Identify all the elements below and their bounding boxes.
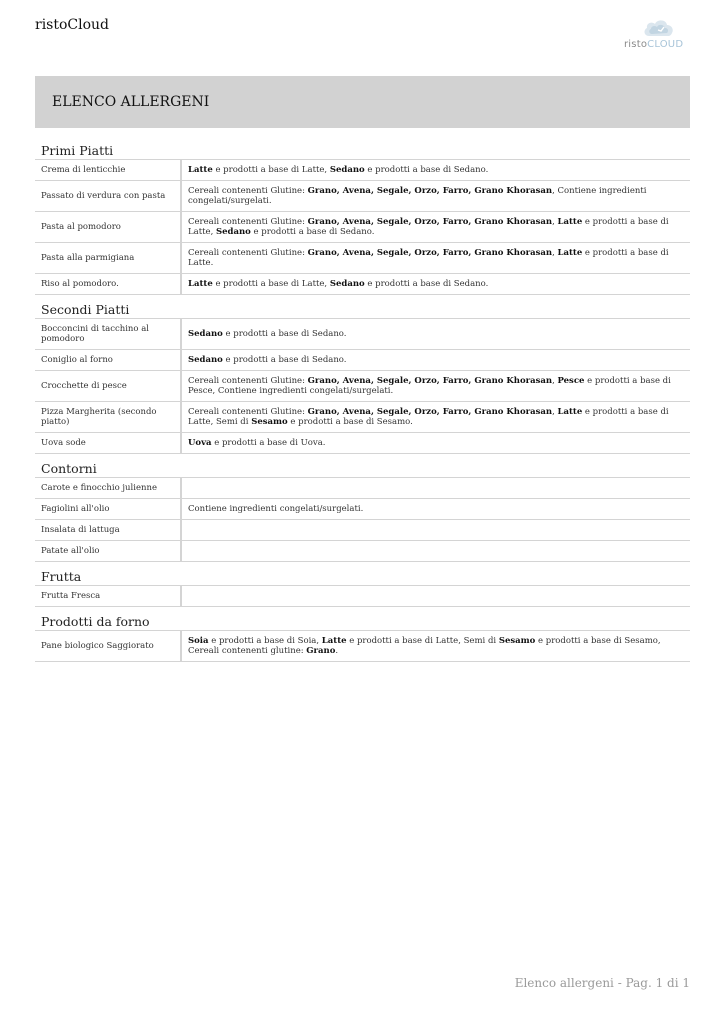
allergen-description	[181, 274, 690, 295]
brand-name: ristoCloud	[35, 17, 110, 33]
allergen-name: Latte	[557, 248, 583, 258]
dish-name: Fagiolini all'olio	[35, 499, 181, 520]
allergen-description	[181, 350, 690, 371]
allergen-text: e prodotti a base di Pesce, Contiene ingredienti congelati/surgelati.	[188, 376, 671, 396]
allergen-text: e prodotti a base di Sesamo.	[287, 417, 413, 427]
allergen-description	[181, 371, 690, 402]
page-title: ELENCO ALLERGENI	[52, 94, 210, 110]
section	[35, 613, 690, 662]
allergen-text: e prodotti a base di Latte,	[212, 279, 330, 289]
allergen-description	[181, 631, 690, 662]
section	[35, 142, 690, 295]
section	[35, 568, 690, 607]
section	[35, 301, 690, 454]
section-title: Prodotti da forno	[41, 614, 150, 629]
allergen-name: Grano, Avena, Segale, Orzo, Farro, Grano Khorasan	[307, 248, 553, 258]
table-row	[35, 181, 690, 212]
allergen-text: Cereali contenenti Glutine:	[188, 248, 308, 258]
dish-name: Passato di verdura con pasta	[35, 181, 181, 212]
allergen-description	[181, 586, 690, 607]
table-row	[35, 371, 690, 402]
allergen-text: e prodotti a base di Latte, Semi di	[188, 407, 669, 427]
allergen-text: e prodotti a base di Sesamo, Cereali contenenti glutine:	[188, 636, 661, 656]
allergen-table	[35, 159, 690, 295]
allergen-name: Sedano	[188, 355, 223, 365]
allergen-name: Latte	[188, 279, 213, 289]
allergen-table	[35, 318, 690, 454]
dish-name: Pasta alla parmigiana	[35, 243, 181, 274]
allergen-text: ,	[552, 407, 558, 417]
allergen-name: Grano, Avena, Segale, Orzo, Farro, Grano Khorasan	[307, 217, 553, 227]
dish-name: Bocconcini di tacchino al pomodoro	[35, 319, 181, 350]
allergen-description	[181, 520, 690, 541]
allergen-name: Grano, Avena, Segale, Orzo, Farro, Grano Khorasan	[307, 186, 553, 196]
dish-name: Patate all'olio	[35, 541, 181, 562]
dish-name: Crema di lenticchie	[35, 160, 181, 181]
allergen-name: Uova	[188, 438, 212, 448]
dish-name: Pasta al pomodoro	[35, 212, 181, 243]
allergen-text: , Contiene ingredienti congelati/surgelati.	[188, 186, 647, 206]
allergen-description	[181, 478, 690, 499]
allergen-text: e prodotti a base di Latte,	[188, 217, 669, 237]
page-footer: Elenco allergeni - Pag. 1 di 1	[514, 976, 690, 990]
table-row	[35, 520, 690, 541]
dish-name: Coniglio al forno	[35, 350, 181, 371]
allergen-description	[181, 433, 690, 454]
allergen-name: Grano, Avena, Segale, Orzo, Farro, Grano Khorasan	[307, 376, 553, 386]
table-row	[35, 541, 690, 562]
table-row	[35, 499, 690, 520]
table-row	[35, 433, 690, 454]
table-row	[35, 319, 690, 350]
allergen-name: Sedano	[188, 329, 223, 339]
allergen-text: Cereali contenenti Glutine:	[188, 407, 308, 417]
allergen-name: Latte	[557, 217, 583, 227]
table-row	[35, 212, 690, 243]
allergen-table	[35, 630, 690, 662]
dish-name: Insalata di lattuga	[35, 520, 181, 541]
allergen-text: e prodotti a base di Latte.	[188, 248, 669, 268]
table-row	[35, 402, 690, 433]
allergen-text: ,	[552, 248, 558, 258]
allergen-description	[181, 319, 690, 350]
allergen-name: Sesamo	[251, 417, 288, 427]
allergen-text: e prodotti a base di Latte,	[212, 165, 330, 175]
cloud-icon	[642, 18, 676, 38]
allergen-text: e prodotti a base di Sedano.	[222, 329, 347, 339]
table-row	[35, 160, 690, 181]
allergen-text: e prodotti a base di Soia,	[208, 636, 322, 646]
table-row	[35, 478, 690, 499]
dish-name: Riso al pomodoro.	[35, 274, 181, 295]
allergen-description	[181, 243, 690, 274]
allergen-name: Pesce	[557, 376, 585, 386]
section-title: Contorni	[41, 461, 97, 476]
table-row	[35, 586, 690, 607]
table-row	[35, 274, 690, 295]
allergen-text: ,	[552, 376, 558, 386]
allergen-text: Contiene ingredienti congelati/surgelati.	[188, 504, 364, 514]
dish-name: Uova sode	[35, 433, 181, 454]
allergen-name: Soia	[188, 636, 209, 646]
section	[35, 460, 690, 562]
dish-name: Pizza Margherita (secondo piatto)	[35, 402, 181, 433]
dish-name: Carote e finocchio julienne	[35, 478, 181, 499]
table-row	[35, 350, 690, 371]
allergen-name: Sesamo	[498, 636, 536, 646]
allergen-text: Cereali contenenti Glutine:	[188, 186, 308, 196]
allergen-description	[181, 541, 690, 562]
allergen-text: .	[335, 646, 339, 656]
allergen-text: e prodotti a base di Sedano.	[250, 227, 375, 237]
allergen-text: ,	[552, 217, 558, 227]
allergen-description	[181, 181, 690, 212]
allergen-text: e prodotti a base di Sedano.	[364, 165, 489, 175]
dish-name: Pane biologico Saggiorato	[35, 631, 181, 662]
allergen-name: Grano	[306, 646, 336, 656]
allergen-name: Sedano	[329, 279, 365, 289]
allergen-text: e prodotti a base di Sedano.	[364, 279, 489, 289]
section-title: Frutta	[41, 569, 82, 584]
logo-text: ristoCLOUD	[624, 39, 684, 50]
allergen-text: Cereali contenenti Glutine:	[188, 217, 308, 227]
title-banner	[35, 76, 690, 128]
allergen-table	[35, 477, 690, 562]
allergen-name: Latte	[557, 407, 583, 417]
allergen-text: Cereali contenenti Glutine:	[188, 376, 308, 386]
table-row	[35, 631, 690, 662]
allergen-description	[181, 212, 690, 243]
ristocloud-logo	[620, 18, 682, 52]
dish-name: Crocchette di pesce	[35, 371, 181, 402]
allergen-description	[181, 402, 690, 433]
allergen-text: e prodotti a base di Uova.	[211, 438, 326, 448]
allergen-text: e prodotti a base di Latte, Semi di	[346, 636, 499, 646]
allergen-list	[35, 136, 690, 667]
allergen-name: Grano, Avena, Segale, Orzo, Farro, Grano Khorasan	[307, 407, 553, 417]
allergen-table	[35, 585, 690, 607]
dish-name: Frutta Fresca	[35, 586, 181, 607]
allergen-name: Sedano	[215, 227, 251, 237]
section-title: Secondi Piatti	[41, 302, 130, 317]
allergen-name: Latte	[188, 165, 213, 175]
table-row	[35, 243, 690, 274]
allergen-name: Latte	[321, 636, 347, 646]
allergen-description	[181, 160, 690, 181]
allergen-description	[181, 499, 690, 520]
allergen-text: e prodotti a base di Sedano.	[222, 355, 347, 365]
section-title: Primi Piatti	[41, 143, 114, 158]
allergen-name: Sedano	[329, 165, 365, 175]
